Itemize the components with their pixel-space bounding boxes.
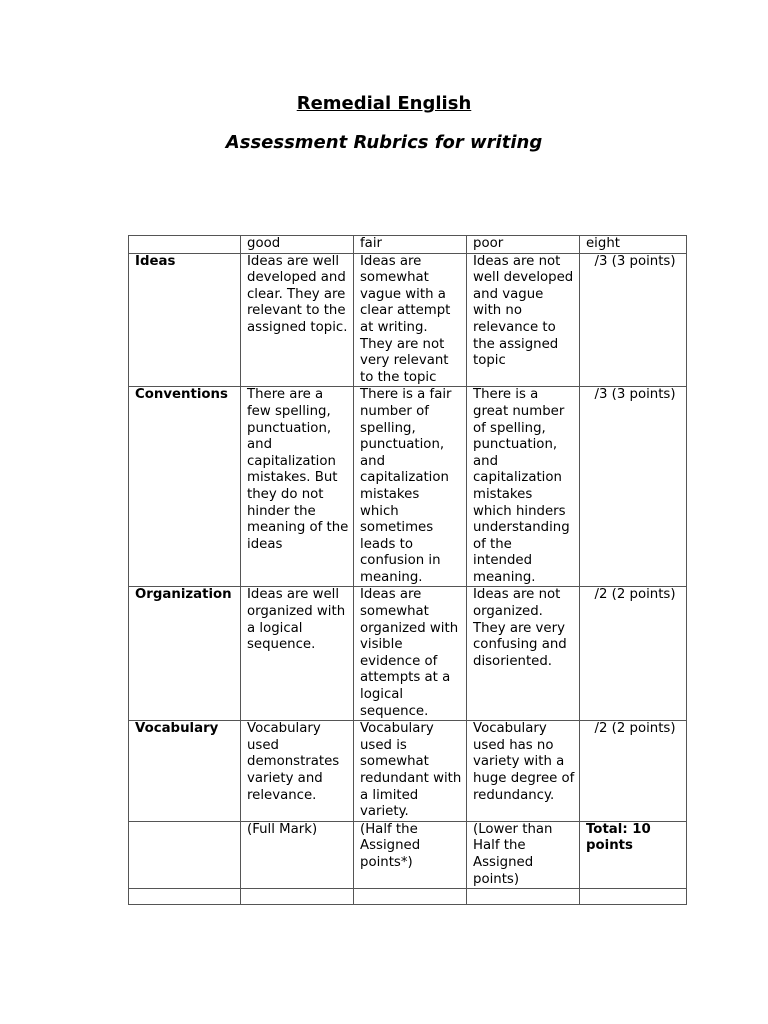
cell-good: Vocabulary used demonstrates variety and relevance. [241, 721, 354, 822]
header-cell-poor: poor [467, 236, 580, 254]
rubric-table [128, 235, 687, 905]
table-row [129, 253, 687, 387]
document-subtitle: Assessment Rubrics for writing [225, 132, 543, 153]
cell-good: There are a few spelling, punctuation, and capitalization mistakes. But they do not hinder the meaning of the ideas [241, 387, 354, 587]
cell-poor: Vocabulary used has no variety with a huge degree of redundancy. [467, 721, 580, 822]
cell-poor: Ideas are not organized. They are very confusing and disoriented. [467, 587, 580, 721]
cell-poor: Ideas are not well developed and vague with no relevance to the assigned topic [467, 253, 580, 387]
empty-cell [580, 889, 687, 905]
document-title: Remedial English [296, 93, 472, 114]
criterion-conventions: Conventions [129, 387, 241, 587]
table-header-row [129, 236, 687, 254]
criterion-ideas: Ideas [129, 253, 241, 387]
cell-fair: Vocabulary used is somewhat redundant with a limited variety. [354, 721, 467, 822]
cell-poor: There is a great number of spelling, punctuation, and capitalization mistakes which hinders understanding of the intended meaning. [467, 387, 580, 587]
footer-cell-criterion [129, 821, 241, 888]
header-cell-fair: fair [354, 236, 467, 254]
cell-weight: /2 (2 points) [580, 587, 687, 721]
cell-weight: /3 (3 points) [580, 387, 687, 587]
header-cell-weight: eight [580, 236, 687, 254]
cell-weight: /3 (3 points) [580, 253, 687, 387]
footer-cell-poor: (Lower than Half the Assigned points) [467, 821, 580, 888]
cell-fair: There is a fair number of spelling, punctuation, and capitalization mistakes which sometimes leads to confusion in meaning. [354, 387, 467, 587]
cell-weight: /2 (2 points) [580, 721, 687, 822]
criterion-organization: Organization [129, 587, 241, 721]
empty-cell [354, 889, 467, 905]
empty-cell [467, 889, 580, 905]
table-footer-row [129, 821, 687, 888]
table-row [129, 721, 687, 822]
footer-cell-good: (Full Mark) [241, 821, 354, 888]
empty-cell [241, 889, 354, 905]
table-row [129, 387, 687, 587]
footer-cell-fair: (Half the Assigned points*) [354, 821, 467, 888]
cell-fair: Ideas are somewhat vague with a clear attempt at writing. They are not very relevant to the topic [354, 253, 467, 387]
cell-fair: Ideas are somewhat organized with visible evidence of attempts at a logical sequence. [354, 587, 467, 721]
total-points: Total: 10 points [580, 821, 687, 888]
cell-good: Ideas are well developed and clear. They are relevant to the assigned topic. [241, 253, 354, 387]
header-cell-good: good [241, 236, 354, 254]
empty-cell [129, 889, 241, 905]
criterion-vocabulary: Vocabulary [129, 721, 241, 822]
header-cell-criterion [129, 236, 241, 254]
table-row [129, 587, 687, 721]
cell-good: Ideas are well organized with a logical sequence. [241, 587, 354, 721]
empty-row [129, 889, 687, 905]
